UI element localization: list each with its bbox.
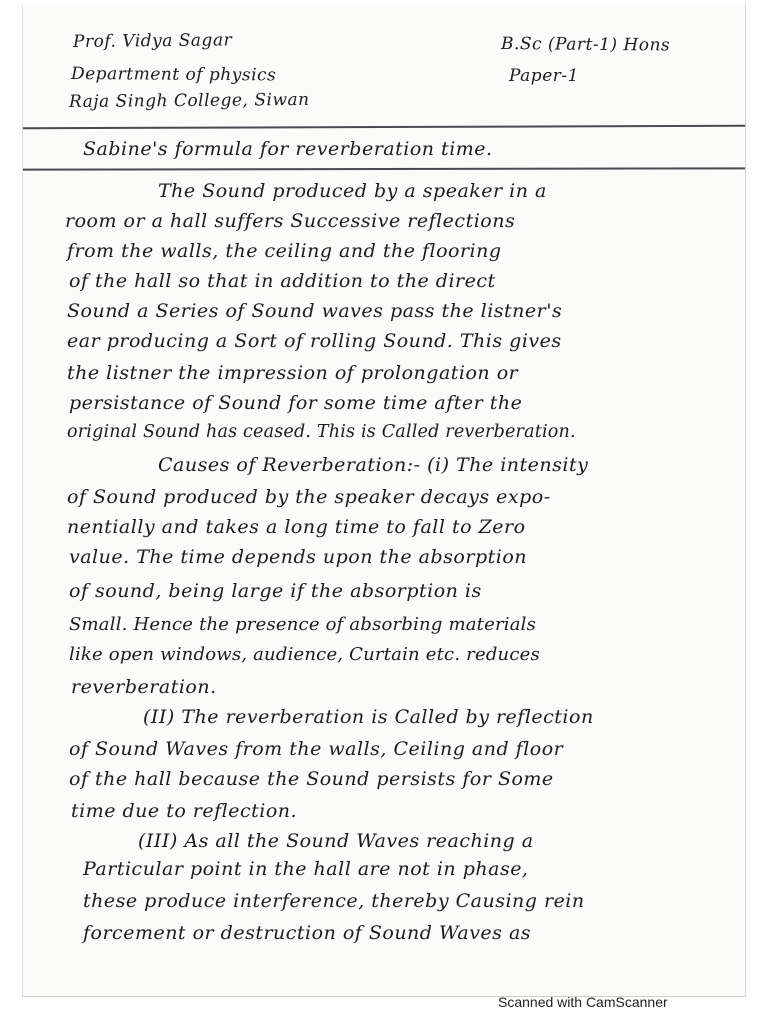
body-line-5: Sound a Series of Sound waves pass the listner's bbox=[67, 300, 563, 322]
body-line-1: The Sound produced by a speaker in a bbox=[158, 180, 547, 202]
body-line-25: forcement or destruction of Sound Waves as bbox=[83, 922, 532, 944]
body-line-24: these produce interference, thereby Causing rein bbox=[83, 890, 585, 912]
body-line-18: (II) The reverberation is Called by reflection bbox=[143, 706, 594, 728]
body-line-21: time due to reflection. bbox=[71, 800, 298, 822]
body-line-10: Causes of Reverberation:- (i) The intensity bbox=[158, 454, 589, 476]
body-line-2: room or a hall suffers Successive reflections bbox=[65, 210, 516, 232]
header-paper: Paper-1 bbox=[509, 66, 579, 86]
header-college: Raja Singh College, Siwan bbox=[68, 89, 310, 112]
body-line-19: of Sound Waves from the walls, Ceiling and floor bbox=[69, 738, 564, 760]
body-line-3: from the walls, the ceiling and the flooring bbox=[67, 240, 502, 262]
header-course: B.Sc (Part-1) Hons bbox=[500, 34, 671, 56]
page-title: Sabine's formula for reverberation time. bbox=[83, 138, 493, 160]
header-department: Department of physics bbox=[70, 64, 277, 86]
body-line-8: persistance of Sound for some time after the bbox=[69, 392, 523, 414]
body-line-20: of the hall because the Sound persists for Some bbox=[69, 768, 554, 790]
body-line-22: (III) As all the Sound Waves reaching a bbox=[138, 830, 534, 852]
header-rule-top bbox=[23, 125, 745, 130]
body-line-15: Small. Hence the presence of absorbing materials bbox=[69, 614, 537, 635]
body-line-11: of Sound produced by the speaker decays expo- bbox=[67, 486, 551, 508]
body-line-9: original Sound has ceased. This is Called reverberation. bbox=[67, 422, 576, 442]
header-rule-bottom bbox=[23, 167, 745, 170]
body-line-14: of sound, being large if the absorption is bbox=[69, 580, 482, 602]
notebook-page bbox=[22, 4, 746, 997]
body-line-16: like open windows, audience, Curtain etc. reduces bbox=[69, 644, 540, 665]
body-line-7: the listner the impression of prolongation or bbox=[67, 362, 519, 384]
body-line-4: of the hall so that in addition to the direct bbox=[69, 270, 496, 292]
body-line-17: reverberation. bbox=[71, 676, 217, 698]
body-line-13: value. The time depends upon the absorption bbox=[69, 546, 527, 568]
scanner-watermark: Scanned with CamScanner bbox=[498, 994, 668, 1010]
header-author: Prof. Vidya Sagar bbox=[72, 30, 233, 52]
body-line-12: nentially and takes a long time to fall to Zero bbox=[67, 516, 526, 538]
body-line-6: ear producing a Sort of rolling Sound. This gives bbox=[67, 330, 562, 352]
body-line-23: Particular point in the hall are not in phase, bbox=[83, 858, 529, 880]
